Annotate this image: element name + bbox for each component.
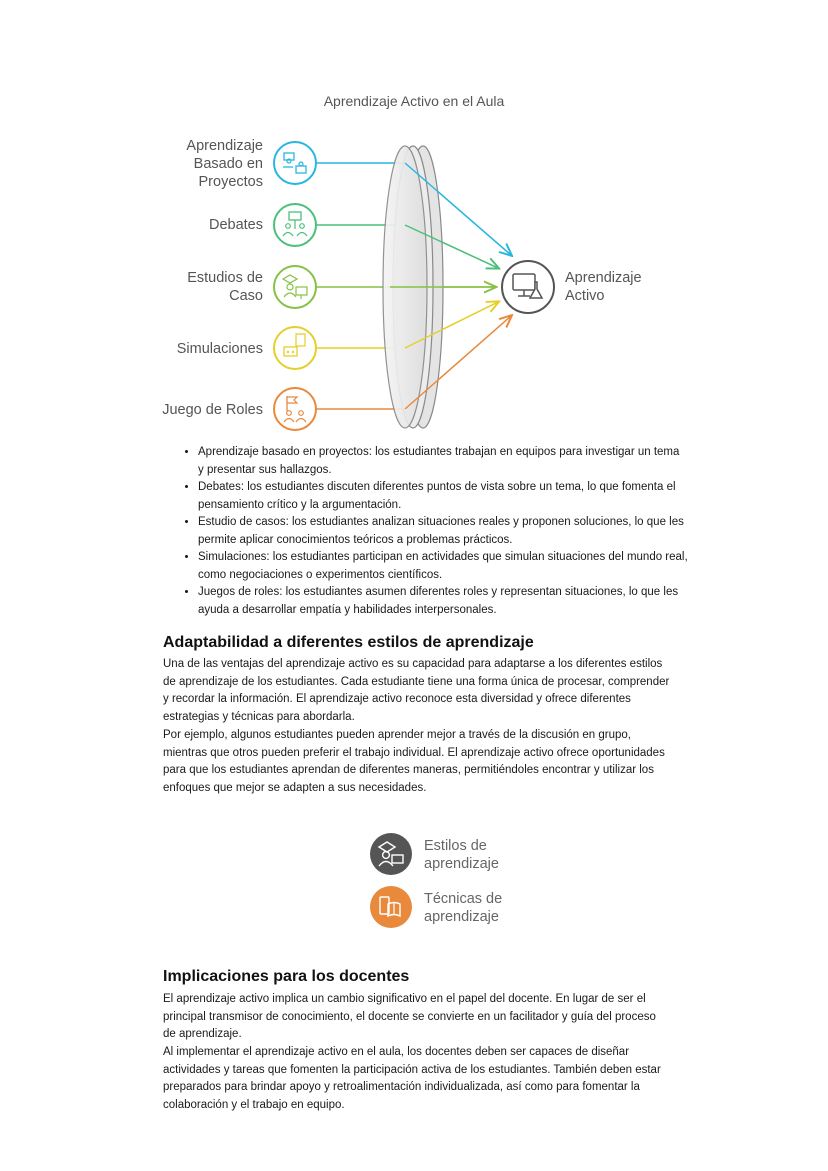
- label-roles: Juego de Roles: [162, 402, 263, 418]
- legend-styles-label: Estilos de aprendizaje: [424, 838, 499, 872]
- section-heading-adaptabilidad: Adaptabilidad a diferentes estilos de aprendizaje: [163, 634, 534, 651]
- project-team-icon: [274, 142, 316, 184]
- paragraph: Al implementar el aprendizaje activo en el aula, los docentes deben ser capaces de diseñar actividades y tareas que fomenten la participación activa de los estudiantes. También deben estar preparados para brindar apoyo y retroalimentación individualizada, así como para fomentar la colaboración y el trabajo en equipo.: [163, 1046, 661, 1111]
- lens-diagram: [0, 0, 828, 440]
- section-heading-implicaciones: Implicaciones para los docentes: [163, 968, 410, 985]
- simulation-icon: [274, 327, 316, 369]
- list-item: • Simulaciones: los estudiantes participan en actividades que simulan situaciones del mundo real, como negociaciones o experimentos científicos.: [198, 549, 688, 584]
- paragraph: Una de las ventajas del aprendizaje activo es su capacidad para adaptarse a los diferentes estilos de aprendizaje de los estudiantes. Cada estudiante tiene una forma única de procesar, comprender y recordar la información. El aprendizaje activo reconoce esta diversidad y ofrece diferentes estrategias y técnicas para abordarla.: [163, 658, 670, 723]
- learning-techniques-icon: [370, 886, 412, 928]
- label-debates: Debates: [208, 217, 263, 233]
- label-target: Aprendizaje Activo: [565, 270, 642, 304]
- legend-icons: [368, 830, 418, 932]
- list-item: • Debates: los estudiantes discuten diferentes puntos de vista sobre un tema, lo que fomenta el pensamiento crítico y la argumentación.: [198, 479, 688, 514]
- label-caso: Estudios de Caso: [187, 270, 263, 304]
- legend-techniques-label: Técnicas de aprendizaje: [424, 891, 503, 925]
- list-item: • Juegos de roles: los estudiantes asumen diferentes roles y representan situaciones, lo que les ayuda a desarrollar empatía y habilidades interpersonales.: [198, 584, 688, 619]
- paragraph: Por ejemplo, algunos estudiantes pueden aprender mejor a través de la discusión en grupo, mientras que otros pueden preferir el trabajo individual. El aprendizaje activo ofrece oportunidades para que los estudiantes aprendan de diferentes maneras, permitiéndoles encontrar y utilizar los enfoques que mejor se adapten a sus necesidades.: [163, 729, 665, 794]
- debate-icon: [274, 204, 316, 246]
- learning-styles-icon: [370, 833, 412, 875]
- technique-list: [182, 444, 688, 619]
- label-proyectos: Aprendizaje Basado en Proyectos: [186, 138, 263, 190]
- computer-flask-icon: [502, 261, 554, 313]
- label-simulaciones: Simulaciones: [176, 341, 263, 357]
- list-item: • Aprendizaje basado en proyectos: los estudiantes trabajan en equipos para investigar un tema y presentar sus hallazgos.: [198, 444, 688, 479]
- list-item: • Estudio de casos: los estudiantes analizan situaciones reales y proponen soluciones, lo que les permite aplicar conocimientos teóricos a problemas prácticos.: [198, 514, 688, 549]
- case-study-icon: [274, 266, 316, 308]
- paragraph: El aprendizaje activo implica un cambio significativo en el papel del docente. En lugar de ser el principal transmisor de conocimiento, el docente se convierte en un facilitador y guía del proceso de aprendizaje.: [163, 993, 656, 1040]
- diagram-title: Aprendizaje Activo en el Aula: [323, 93, 505, 109]
- role-play-icon: [274, 388, 316, 430]
